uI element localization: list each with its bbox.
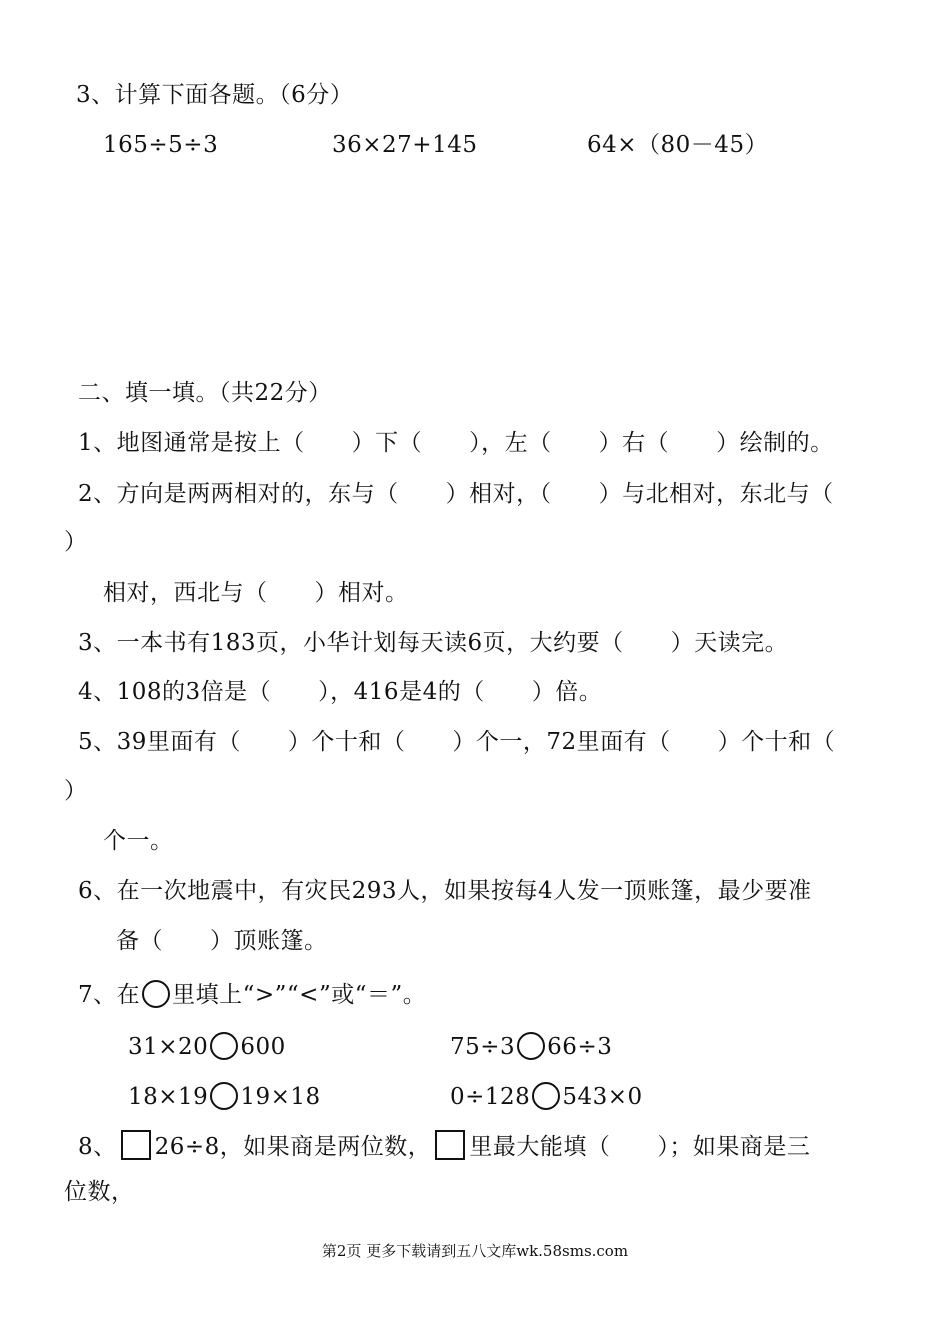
compare-left: 31×20 — [128, 1034, 209, 1060]
question-4: 4、108的3倍是（ ），416是4的（ ）倍。 — [78, 679, 603, 705]
question-8-line-1 — [78, 1130, 810, 1162]
question-5-line-2: ） — [64, 778, 88, 804]
question-8-line-2: 位数， — [64, 1179, 135, 1205]
compare-right: 543×0 — [562, 1084, 643, 1110]
fill-heading: 二、填一填。（共22分） — [78, 380, 332, 406]
compare-circle-icon — [142, 980, 170, 1008]
compare-item-1 — [128, 1032, 286, 1062]
question-2-line-3: 相对，西北与（ ）相对。 — [103, 580, 409, 606]
question-6-line-2: 备（ ）顶账篷。 — [116, 928, 328, 954]
compare-item-4 — [450, 1082, 643, 1112]
compare-right: 600 — [240, 1034, 286, 1060]
compare-left: 18×19 — [128, 1084, 209, 1110]
calc-expr-3: 64×（80－45） — [587, 132, 769, 158]
calc-expr-2: 36×27+145 — [332, 132, 478, 158]
question-6-line-1: 6、在一次地震中，有灾民293人，如果按每4人发一顶账篷，最少要准 — [78, 878, 812, 904]
question-1: 1、地图通常是按上（ ）下（ ），左（ ）右（ ）绘制的。 — [78, 430, 834, 456]
blank-box-icon — [435, 1130, 465, 1160]
question-2-line-2: ） — [64, 529, 88, 555]
q8-mid: 26÷8，如果商是两位数， — [154, 1134, 432, 1160]
blank-box-icon[interactable] — [121, 1130, 151, 1160]
compare-item-2 — [450, 1032, 612, 1062]
q8-prefix: 8、 — [78, 1134, 117, 1160]
question-7-prompt — [78, 980, 426, 1010]
q7-prefix: 7、在 — [78, 982, 141, 1008]
compare-right: 66÷3 — [547, 1034, 613, 1060]
calc-expr-1: 165÷5÷3 — [103, 132, 219, 158]
answer-circle-icon[interactable] — [517, 1032, 545, 1060]
compare-left: 75÷3 — [450, 1034, 516, 1060]
question-5-line-3: 个一。 — [103, 828, 174, 854]
q7-suffix: 里填上“>”“<”或“＝”。 — [172, 982, 427, 1008]
question-2-line-1: 2、方向是两两相对的，东与（ ）相对，（ ）与北相对，东北与（ — [78, 481, 834, 507]
page-footer: 第2页 更多下载请到五八文库wk.58sms.com — [321, 1242, 629, 1260]
compare-left: 0÷128 — [450, 1084, 531, 1110]
compare-item-3 — [128, 1082, 321, 1112]
answer-circle-icon[interactable] — [532, 1082, 560, 1110]
answer-circle-icon[interactable] — [210, 1032, 238, 1060]
question-3: 3、一本书有183页，小华计划每天读6页，大约要（ ）天读完。 — [78, 630, 789, 656]
calc-heading: 3、计算下面各题。（6分） — [76, 82, 354, 108]
answer-circle-icon[interactable] — [210, 1082, 238, 1110]
q8-suffix: 里最大能填（ ）；如果商是三 — [469, 1134, 811, 1160]
compare-right: 19×18 — [240, 1084, 321, 1110]
question-5-line-1: 5、39里面有（ ）个十和（ ）个一，72里面有（ ）个十和（ — [78, 729, 836, 755]
